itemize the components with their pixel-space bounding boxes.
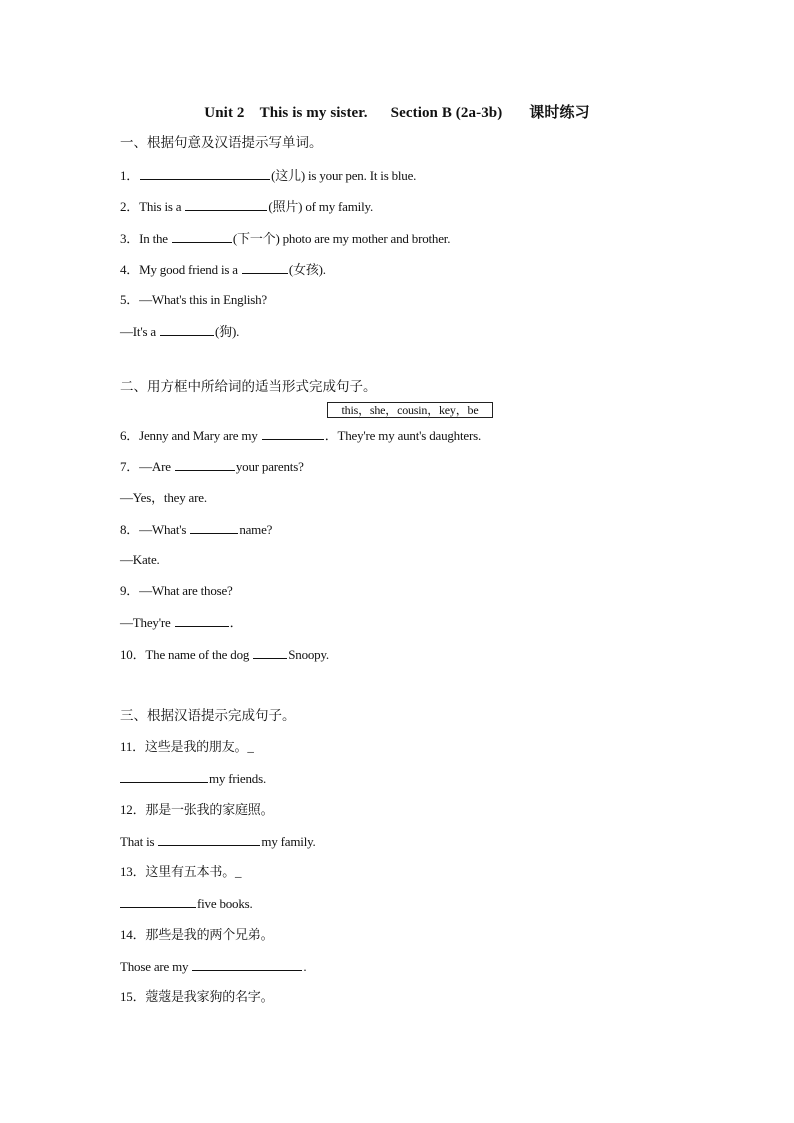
question-7-prompt [120,457,304,476]
answer-blank-6[interactable] [262,426,324,440]
answer-blank-5[interactable] [160,322,214,336]
question-9-prompt: 9．—What are those? [120,583,233,598]
question-6 [120,426,481,445]
answer-blank-3[interactable] [172,229,232,243]
question-4-prefix: 4．My good friend is a [120,262,241,277]
question-1-prefix: 1． [120,168,140,183]
answer-blank-2[interactable] [185,197,267,211]
answer-blank-11[interactable] [120,769,208,783]
answer-blank-13[interactable] [120,894,196,908]
question-9-prefix: —They're [120,615,174,630]
question-5-suffix: (狗). [215,324,240,339]
question-11-suffix: my friends. [209,771,267,786]
question-1 [120,166,416,185]
question-7-suffix: your parents? [235,459,304,474]
question-6-prefix: 6．Jenny and Mary are my [120,428,261,443]
question-10 [120,645,329,664]
answer-blank-7[interactable] [175,457,235,471]
question-3-prefix: 3．In the [120,231,171,246]
section-3-heading: 三、根据汉语提示完成句子。 [120,708,296,723]
question-10-suffix: Snoopy. [288,647,329,662]
question-12-answer [120,832,316,851]
question-4 [120,260,326,279]
question-5-prefix: —It's a [120,324,160,339]
question-11-prompt: 11．这些是我的朋友。_ [120,739,254,754]
question-3 [120,229,450,248]
answer-blank-1[interactable] [140,166,270,180]
question-10-prefix: 10．The name of the dog [120,647,253,662]
answer-blank-4[interactable] [242,260,288,274]
question-14-answer [120,957,306,976]
question-13-prompt: 13．这里有五本书。_ [120,864,242,879]
question-9-suffix: ． [229,615,243,630]
word-box: this，she，cousin，key，be [327,402,493,418]
question-2-prefix: 2．This is a [120,199,185,214]
question-8-prefix: 8．—What's [120,522,190,537]
question-2-suffix: (照片) of my family. [268,199,373,214]
question-12-prefix: That is [120,834,158,849]
question-13-suffix: five books. [197,896,253,911]
question-7-prefix: 7．—Are [120,459,174,474]
question-3-suffix: (下一个) photo are my mother and brother. [232,231,451,246]
question-11-answer [120,769,266,788]
question-14-prefix: Those are my [120,959,192,974]
question-9-response [120,613,242,632]
page-title: Unit 2 This is my sister. Section B (2a-3b) 课时练习 [204,105,590,121]
answer-blank-10[interactable] [253,645,287,659]
question-13-answer [120,894,253,913]
question-1-suffix: (这儿) is your pen. It is blue. [271,168,417,183]
question-5-prompt: 5．—What's this in English? [120,292,267,307]
question-14-suffix: . [303,959,307,974]
question-15-prompt: 15．蔻蔻是我家狗的名字。 [120,989,274,1004]
answer-blank-8[interactable] [190,520,238,534]
question-8-prompt [120,520,272,539]
answer-blank-9[interactable] [175,613,229,627]
question-4-suffix: (女孩). [288,262,326,277]
question-12-prompt: 12．那是一张我的家庭照。 [120,802,274,817]
question-7-response: —Yes，they are. [120,490,207,505]
question-14-prompt: 14．那些是我的两个兄弟。 [120,927,274,942]
section-2-heading: 二、用方框中所给词的适当形式完成句子。 [120,379,377,394]
question-6-suffix: ．They're my aunt's daughters. [324,428,481,443]
answer-blank-12[interactable] [158,832,260,846]
question-5-response [120,322,239,341]
section-1-heading: 一、根据句意及汉语提示写单词。 [120,135,323,150]
question-8-response: —Kate. [120,552,160,567]
question-8-suffix: name? [239,522,273,537]
answer-blank-14[interactable] [192,957,302,971]
question-12-suffix: my family. [261,834,316,849]
question-2 [120,197,373,216]
